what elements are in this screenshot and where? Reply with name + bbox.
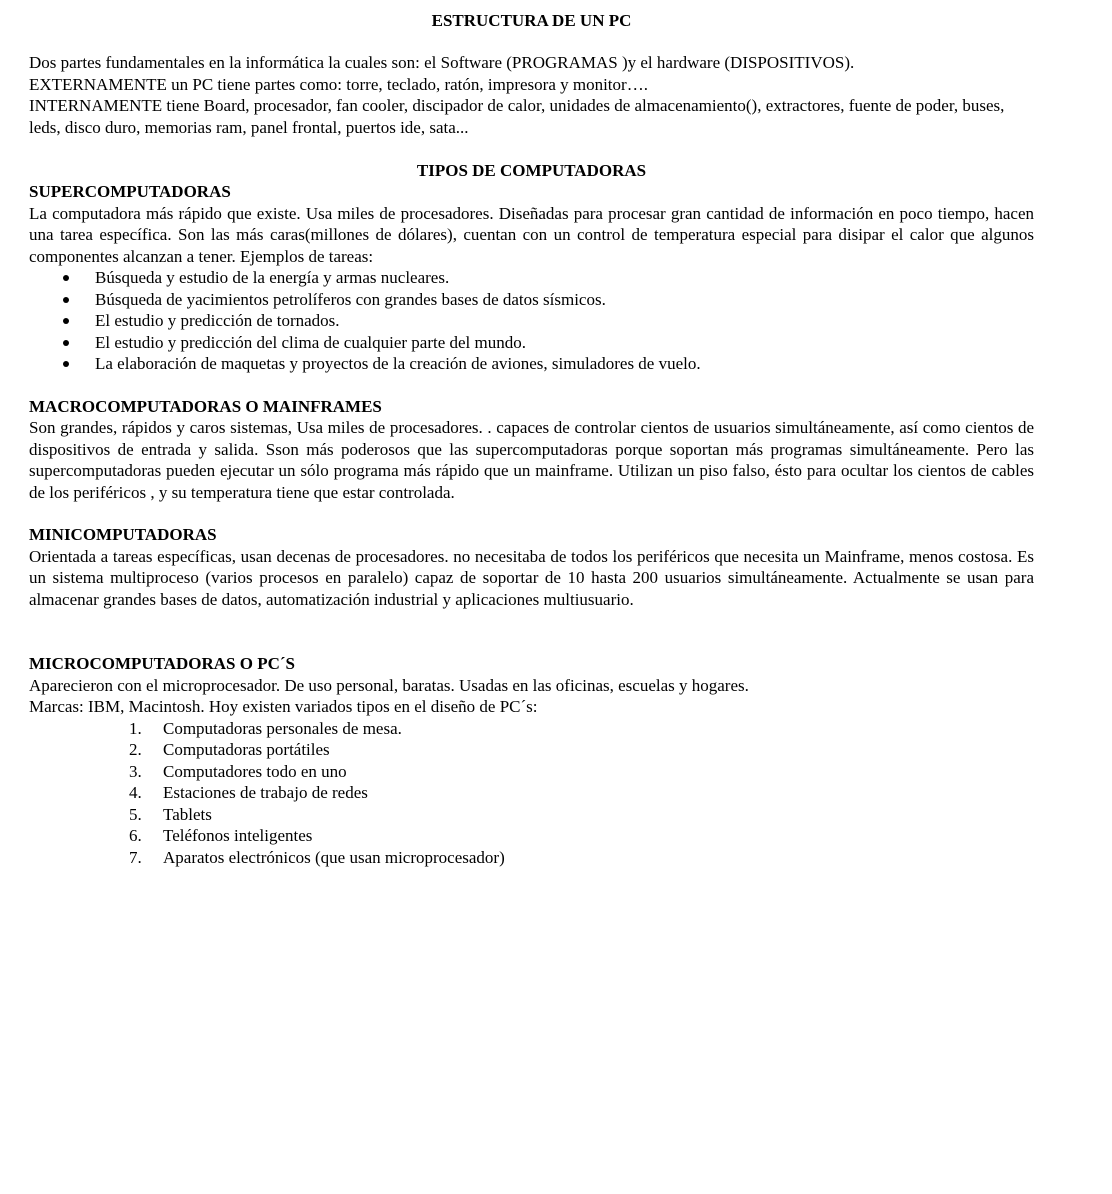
list-item-text: Estaciones de trabajo de redes: [163, 783, 368, 802]
list-item-text: Búsqueda de yacimientos petrolíferos con grandes bases de datos sísmicos.: [95, 289, 606, 309]
list-item-text: El estudio y predicción del clima de cualquier parte del mundo.: [95, 332, 526, 352]
list-item-text: El estudio y predicción de tornados.: [95, 311, 340, 330]
list-item: [29, 289, 1034, 311]
supercomputers-text: La computadora más rápido que existe. Usa miles de procesadores. Diseñadas para procesar gran cantidad de información en poco tiempo, hacen una tarea específica. Son las más caras(millones de dólares), cuentan con un control de temperatura especial para disipar el calor que algunos componentes alcanzan a tener. Ejemplos de tareas:: [29, 203, 1034, 266]
list-item-text: Teléfonos inteligentes: [163, 826, 313, 845]
pc-types-list: [29, 718, 1034, 869]
document-title: ESTRUCTURA DE UN PC: [431, 11, 632, 30]
document-page: [29, 10, 1034, 868]
list-item: [29, 739, 1034, 761]
list-item: [29, 718, 1034, 740]
list-item-number: 1.: [129, 718, 142, 738]
intro-paragraph-external: EXTERNAMENTE un PC tiene partes como: torre, teclado, ratón, impresora y monitor….: [29, 74, 648, 94]
microcomputers-line-2: Marcas: IBM, Macintosh. Hoy existen variados tipos en el diseño de PC´s:: [29, 697, 538, 716]
list-item-number: 5.: [129, 804, 142, 824]
bullet-icon: [63, 340, 69, 346]
minicomputers-heading: MINICOMPUTADORAS: [29, 525, 217, 544]
list-item-number: 2.: [129, 740, 142, 759]
list-item: [29, 804, 1034, 826]
list-item-text: Computadoras portátiles: [163, 740, 330, 759]
mainframes-text: Son grandes, rápidos y caros sistemas, Usa miles de procesadores. . capaces de controlar cientos de usuarios simultáneamente, así como cientos de dispositivos de entrada y salida. Sson más poderosos que las supercomputadoras porque soportan más programas simultáneamente. Pero las supercomputadoras pueden ejecutar un sólo programa más rápido que un mainframe. Utilizan un piso falso, ésto para ocultar los cientos de cables de los periféricos , y su temperatura tiene que estar controlada.: [29, 418, 1034, 502]
types-title: TIPOS DE COMPUTADORAS: [416, 161, 647, 180]
mainframes-heading: MACROCOMPUTADORAS O MAINFRAMES: [29, 396, 382, 416]
list-item-text: La elaboración de maquetas y proyectos de la creación de aviones, simuladores de vuelo.: [95, 354, 701, 373]
list-item: [29, 353, 1034, 375]
minicomputers-text: Orientada a tareas específicas, usan decenas de procesadores. no necesitaba de todos los periféricos que necesita un Mainframe, menos costosa. Es un sistema multiproceso (varios procesos en paralelo) capaz de soportar de 10 hasta 200 usuarios simultáneamente. Actualmente se usan para almacenar grandes bases de datos, automatización industrial y aplicaciones multiusuario.: [29, 546, 1034, 609]
list-item-number: 4.: [129, 783, 142, 802]
list-item-text: Computadoras personales de mesa.: [163, 718, 402, 738]
list-item: [29, 267, 1034, 289]
microcomputers-heading: MICROCOMPUTADORAS O PC´S: [29, 654, 296, 673]
microcomputers-line-1: Aparecieron con el microprocesador. De uso personal, baratas. Usadas en las oficinas, escuelas y hogares.: [29, 675, 749, 695]
intro-paragraph-internal: INTERNAMENTE tiene Board, procesador, fan cooler, discipador de calor, unidades de almacenamiento(), extractores, fuente de poder, buses, leds, disco duro, memorias ram, panel frontal, puertos ide, sata...: [29, 96, 1005, 137]
list-item-text: Tablets: [163, 804, 212, 824]
bullet-icon: [63, 275, 69, 281]
list-item-number: 7.: [129, 847, 142, 867]
intro-paragraph-software: Dos partes fundamentales en la informática la cuales son: el Software (PROGRAMAS )y el hardware (DISPOSITIVOS).: [29, 53, 855, 72]
supercomputers-heading: SUPERCOMPUTADORAS: [29, 182, 231, 201]
bullet-icon: [63, 318, 69, 324]
list-item: [29, 782, 1034, 804]
list-item-text: Computadores todo en uno: [163, 761, 347, 781]
list-item: [29, 847, 1034, 869]
list-item: [29, 825, 1034, 847]
list-item-number: 3.: [129, 761, 142, 781]
supercomputers-task-list: [29, 267, 1034, 375]
bullet-icon: [63, 297, 69, 303]
list-item-text: Aparatos electrónicos (que usan microprocesador): [163, 847, 505, 867]
list-item: [29, 310, 1034, 332]
list-item-number: 6.: [129, 826, 142, 845]
list-item: [29, 761, 1034, 783]
bullet-icon: [63, 361, 69, 367]
list-item: [29, 332, 1034, 354]
list-item-text: Búsqueda y estudio de la energía y armas nucleares.: [95, 268, 450, 287]
